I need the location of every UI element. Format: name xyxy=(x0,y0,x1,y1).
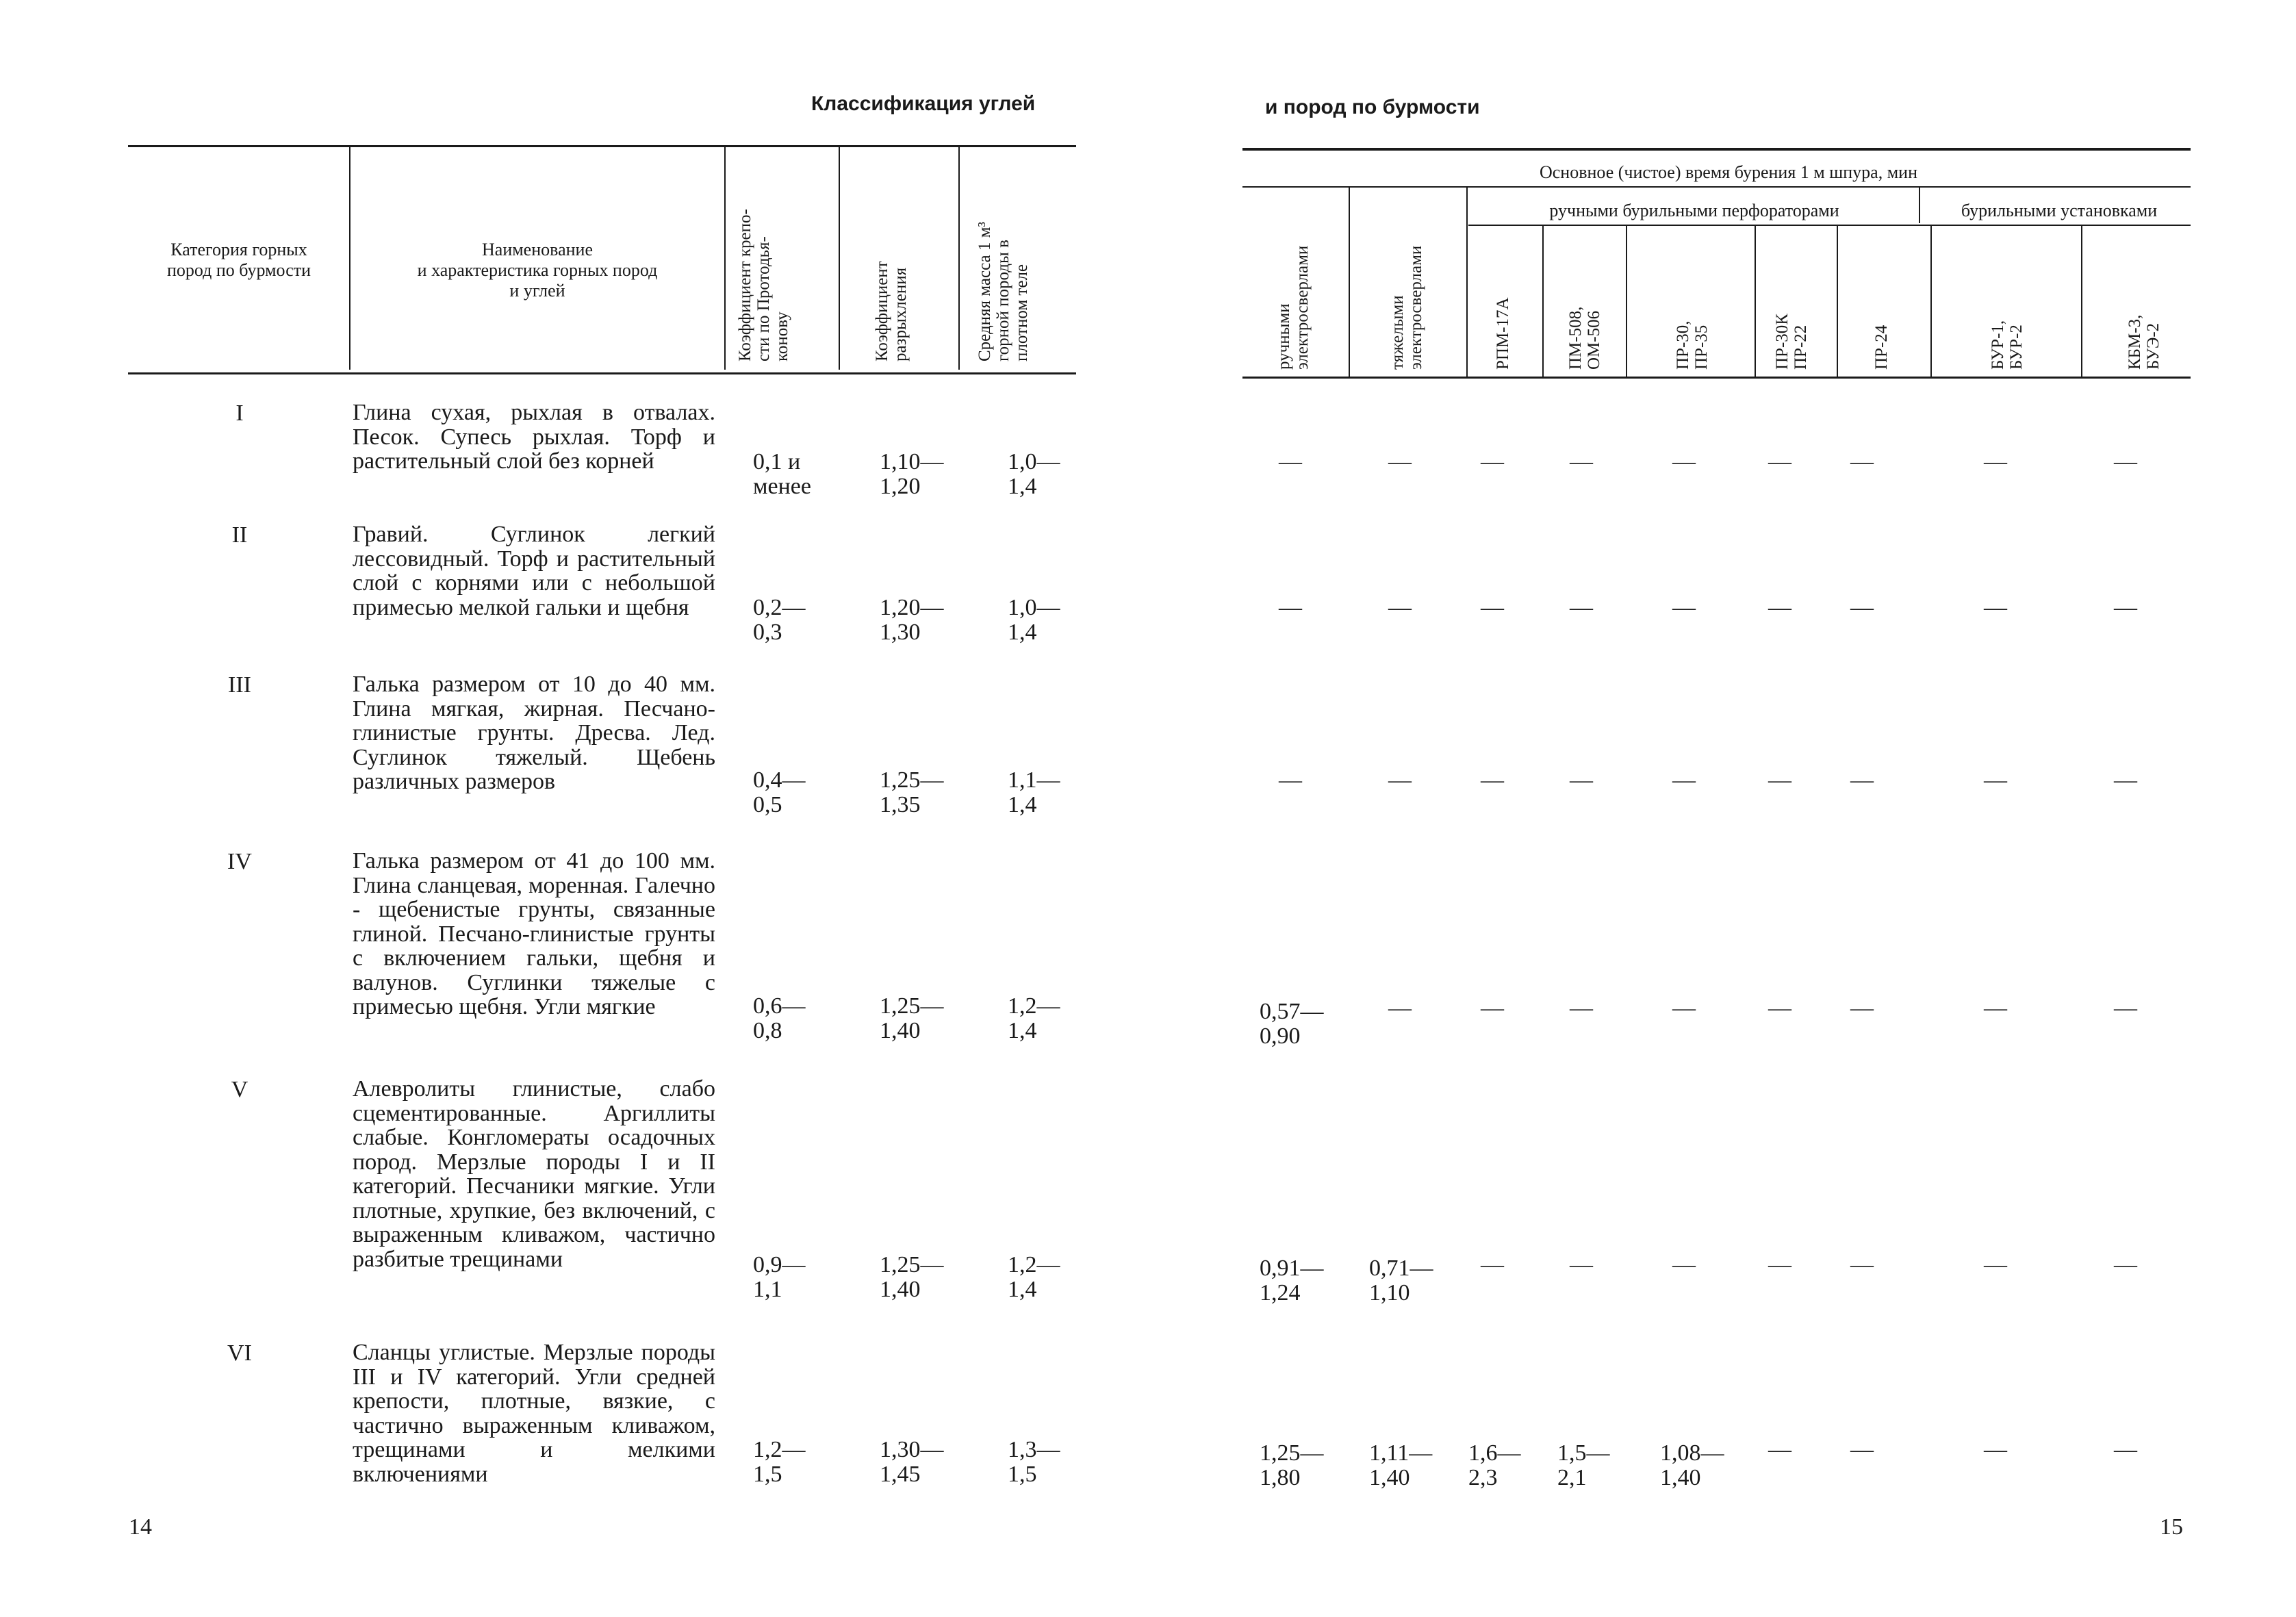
row-description: Галька размером от 10 до 40 мм. Глина мягкая, жирная. Песчано-глинистые грунты. Дресва. Лед. Суглинок тяжелый. Щебень различных размеров xyxy=(353,672,715,794)
right-header-top-rule xyxy=(1242,148,2191,151)
row-time: — xyxy=(1672,767,1696,793)
header-main-time: Основное (чистое) время бурения 1 м шпура, мин xyxy=(1539,162,1917,182)
row-time: 1,5— 2,1 xyxy=(1557,1440,1610,1490)
header-group-installations: бурильными установками xyxy=(1961,201,2158,220)
row-time: — xyxy=(1768,1437,1791,1462)
left-header-bottom-rule xyxy=(128,372,1076,374)
row-strength: 0,4— 0,5 xyxy=(753,767,806,817)
header-col-pr30: ПР-30, ПР-35 xyxy=(1674,320,1711,370)
row-time: — xyxy=(1672,449,1696,474)
row-time: — xyxy=(1984,995,2007,1021)
row-category: II xyxy=(231,522,248,548)
row-strength: 0,2— 0,3 xyxy=(753,595,806,645)
row-time: — xyxy=(1481,595,1504,620)
row-time: — xyxy=(1768,1252,1791,1277)
right-divider-8 xyxy=(2081,226,2082,377)
row-time: — xyxy=(2114,595,2137,620)
page-title-left: Классификация углей xyxy=(811,92,1036,115)
row-strength: 0,6— 0,8 xyxy=(753,993,806,1043)
row-loosening: 1,25— 1,35 xyxy=(880,767,944,817)
row-time: — xyxy=(1570,995,1593,1021)
row-time: — xyxy=(1768,767,1791,793)
row-strength: 0,1 и менее xyxy=(753,449,811,499)
header-col-pm508: ПМ-508, ОМ-506 xyxy=(1566,306,1603,370)
row-time: — xyxy=(2114,995,2137,1021)
header-col-heavy-drills: тяжелыми электросверлами xyxy=(1388,245,1425,370)
row-loosening: 1,25— 1,40 xyxy=(880,1252,944,1302)
row-time: — xyxy=(1850,1252,1874,1277)
row-time: — xyxy=(1672,595,1696,620)
header-col-hand-drills: ручными электросверлами xyxy=(1275,245,1312,370)
row-description: Алевролиты глинистые, слабо сцементированные. Аргиллиты слабые. Конгломераты осадочных пород. Мерзлые породы I и II категорий. Песчаники мягкие. Угли плотные, хрупкие, без включений, с выраженным кливажом, частично разбитые трещинами xyxy=(353,1076,715,1272)
row-time: — xyxy=(1481,767,1504,793)
header-name: Наименование и характеристика горных пород и углей xyxy=(417,240,658,301)
row-time: — xyxy=(2114,1437,2137,1462)
row-description: Глина сухая, рыхлая в отвалах. Песок. Супесь рыхлая. Торф и растительный слой без корней xyxy=(353,400,715,474)
row-loosening: 1,30— 1,45 xyxy=(880,1437,944,1487)
header-mass: Средняя масса 1 м³ горной породы в плотном теле xyxy=(975,222,1031,361)
row-time: — xyxy=(1570,767,1593,793)
row-category: I xyxy=(235,400,244,426)
row-time: — xyxy=(1388,995,1412,1021)
right-divider-1 xyxy=(1349,188,1350,377)
row-time: — xyxy=(1570,595,1593,620)
row-strength: 0,9— 1,1 xyxy=(753,1252,806,1302)
row-time: 0,57— 0,90 xyxy=(1260,999,1324,1049)
header-group-perforators: ручными бурильными перфораторами xyxy=(1549,201,1839,220)
row-time: — xyxy=(1570,1252,1593,1277)
row-description: Сланцы углистые. Мерзлые породы III и IV категорий. Угли средней крепости, плотные, вязкие, с частично выраженным кливажом, трещинами и мелкими включениями xyxy=(353,1340,715,1487)
row-time: — xyxy=(2114,1252,2137,1277)
row-category: V xyxy=(231,1077,248,1102)
right-divider-6 xyxy=(1837,226,1838,377)
row-time: — xyxy=(1984,1437,2007,1462)
row-description: Галька размером от 41 до 100 мм. Глина сланцевая, моренная. Галечно - щебенистые грунты, связанные глиной. Песчано-глинистые грунты с включением гальки, щебня и валунов. Суглинки тяжелые с примесью щебня. Угли мягкие xyxy=(353,848,715,1019)
row-time: — xyxy=(1570,449,1593,474)
row-time: — xyxy=(2114,449,2137,474)
row-time: — xyxy=(1388,595,1412,620)
row-mass: 1,2— 1,4 xyxy=(1008,1252,1060,1302)
row-strength: 1,2— 1,5 xyxy=(753,1437,806,1487)
right-divider-2 xyxy=(1466,188,1468,377)
header-loosening: Коэффициент разрыхления xyxy=(873,261,910,361)
row-time: 1,08— 1,40 xyxy=(1660,1440,1724,1490)
row-time: — xyxy=(1768,449,1791,474)
row-mass: 1,0— 1,4 xyxy=(1008,449,1060,499)
row-time: — xyxy=(1768,995,1791,1021)
header-col-kbm: КБМ-3, БУЭ-2 xyxy=(2126,314,2163,370)
row-loosening: 1,10— 1,20 xyxy=(880,449,944,499)
row-time: — xyxy=(1279,595,1302,620)
header-strength: Коэффициент крепо- сти по Протодья- конову xyxy=(736,209,791,361)
row-mass: 1,1— 1,4 xyxy=(1008,767,1060,817)
page-number-right: 15 xyxy=(2160,1514,2183,1540)
row-time: — xyxy=(1481,995,1504,1021)
row-description: Гравий. Суглинок легкий лессовидный. Торф и растительный слой с корнями или с небольшой примесью мелкой гальки и щебня xyxy=(353,522,715,620)
header-col-pr24: ПР-24 xyxy=(1872,324,1891,370)
row-time: — xyxy=(2114,767,2137,793)
right-header-mid-rule xyxy=(1242,186,2191,188)
row-category: IV xyxy=(227,849,252,874)
row-time: — xyxy=(1850,995,1874,1021)
row-loosening: 1,25— 1,40 xyxy=(880,993,944,1043)
row-time: — xyxy=(1984,595,2007,620)
header-col-bur: БУР-1, БУР-2 xyxy=(1989,320,2026,370)
row-time: — xyxy=(1850,595,1874,620)
row-time: — xyxy=(1672,1252,1696,1277)
row-loosening: 1,20— 1,30 xyxy=(880,595,944,645)
row-time: — xyxy=(1850,1437,1874,1462)
row-time: 1,6— 2,3 xyxy=(1468,1440,1521,1490)
row-time: 1,25— 1,80 xyxy=(1260,1440,1324,1490)
left-divider-1 xyxy=(349,147,350,370)
row-mass: 1,2— 1,4 xyxy=(1008,993,1060,1043)
row-time: — xyxy=(1984,449,2007,474)
row-time: 0,71— 1,10 xyxy=(1369,1256,1433,1306)
left-divider-4 xyxy=(958,147,960,370)
row-category: III xyxy=(228,672,251,698)
row-category: VI xyxy=(227,1340,252,1366)
row-time: — xyxy=(1388,449,1412,474)
row-time: 1,11— 1,40 xyxy=(1369,1440,1433,1490)
row-time: — xyxy=(1481,1252,1504,1277)
row-time: — xyxy=(1984,1252,2007,1277)
left-divider-2 xyxy=(724,147,726,370)
right-divider-4 xyxy=(1626,226,1627,377)
page-number-left: 14 xyxy=(129,1514,152,1540)
right-divider-7 xyxy=(1930,226,1932,377)
row-time: — xyxy=(1984,767,2007,793)
right-divider-group xyxy=(1919,188,1920,223)
left-divider-3 xyxy=(839,147,840,370)
left-header-top-rule xyxy=(128,145,1076,147)
page-title-right: и пород по бурмости xyxy=(1265,96,1480,118)
row-time: — xyxy=(1481,449,1504,474)
row-time: — xyxy=(1279,767,1302,793)
header-col-rpm17a: РПМ-17А xyxy=(1494,297,1512,370)
header-col-pr30k: ПР-30К ПР-22 xyxy=(1773,314,1810,370)
row-time: — xyxy=(1850,767,1874,793)
row-time: — xyxy=(1388,767,1412,793)
row-mass: 1,3— 1,5 xyxy=(1008,1437,1060,1487)
header-category: Категория горных пород по бурмости xyxy=(166,240,311,280)
row-time: — xyxy=(1672,995,1696,1021)
right-divider-5 xyxy=(1755,226,1756,377)
row-time: — xyxy=(1850,449,1874,474)
right-header-bottom-rule xyxy=(1242,377,2191,379)
row-time: — xyxy=(1279,449,1302,474)
right-divider-3 xyxy=(1542,226,1544,377)
row-time: — xyxy=(1768,595,1791,620)
row-time: 0,91— 1,24 xyxy=(1260,1256,1324,1306)
row-mass: 1,0— 1,4 xyxy=(1008,595,1060,645)
